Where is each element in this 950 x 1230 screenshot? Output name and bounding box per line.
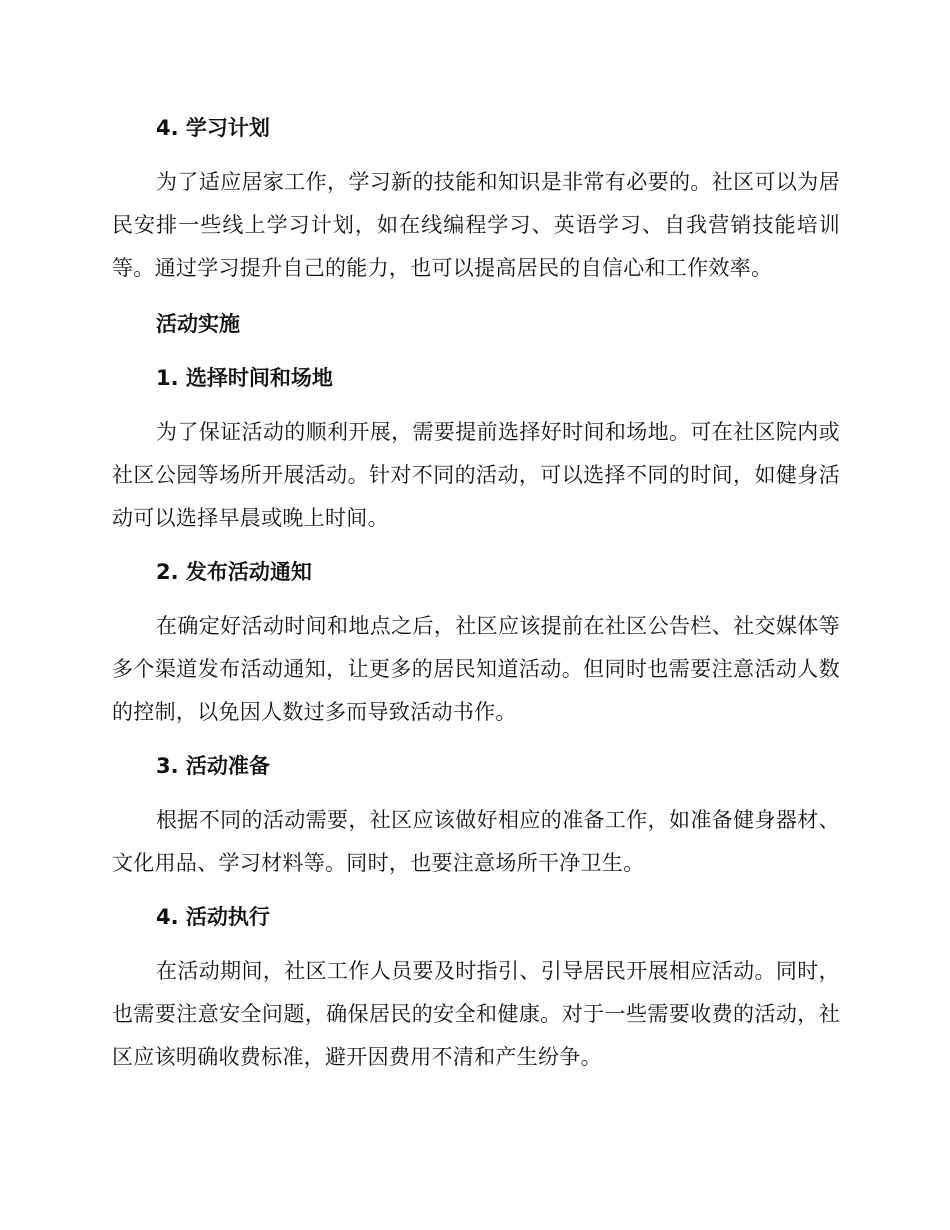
section-heading-learning-plan: 4. 学习计划 [156,116,270,140]
paragraph-activity-preparation: 根据不同的活动需要，社区应该做好相应的准备工作，如准备健身器材、文化用品、学习材料等。同时，也要注意场所干净卫生。 [112,808,840,875]
paragraph-select-time-venue: 为了保证活动的顺利开展，需要提前选择好时间和场地。可在社区院内或社区公园等场所开展活动。针对不同的活动，可以选择不同的时间，如健身活动可以选择早晨或晚上时间。 [112,420,840,530]
paragraph-learning-plan: 为了适应居家工作，学习新的技能和知识是非常有必要的。社区可以为居民安排一些线上学习计划，如在线编程学习、英语学习、自我营销技能培训等。通过学习提升自己的能力，也可以提高居民的自信心和工作效率。 [112,170,840,280]
section-heading-activity-execution: 4. 活动执行 [156,905,270,929]
section-heading-select-time-venue: 1. 选择时间和场地 [156,366,333,390]
section-heading-activity-implementation: 活动实施 [156,312,240,336]
paragraph-activity-execution: 在活动期间，社区工作人员要及时指引、引导居民开展相应活动。同时，也需要注意安全问题，确保居民的安全和健康。对于一些需要收费的活动，社区应该明确收费标准，避开因费用不清和产生纷争。 [112,959,840,1069]
section-heading-activity-preparation: 3. 活动准备 [156,754,270,778]
section-heading-publish-notice: 2. 发布活动通知 [156,560,312,584]
paragraph-publish-notice: 在确定好活动时间和地点之后，社区应该提前在社区公告栏、社交媒体等多个渠道发布活动通知，让更多的居民知道活动。但同时也需要注意活动人数的控制，以免因人数过多而导致活动书作。 [112,614,840,724]
